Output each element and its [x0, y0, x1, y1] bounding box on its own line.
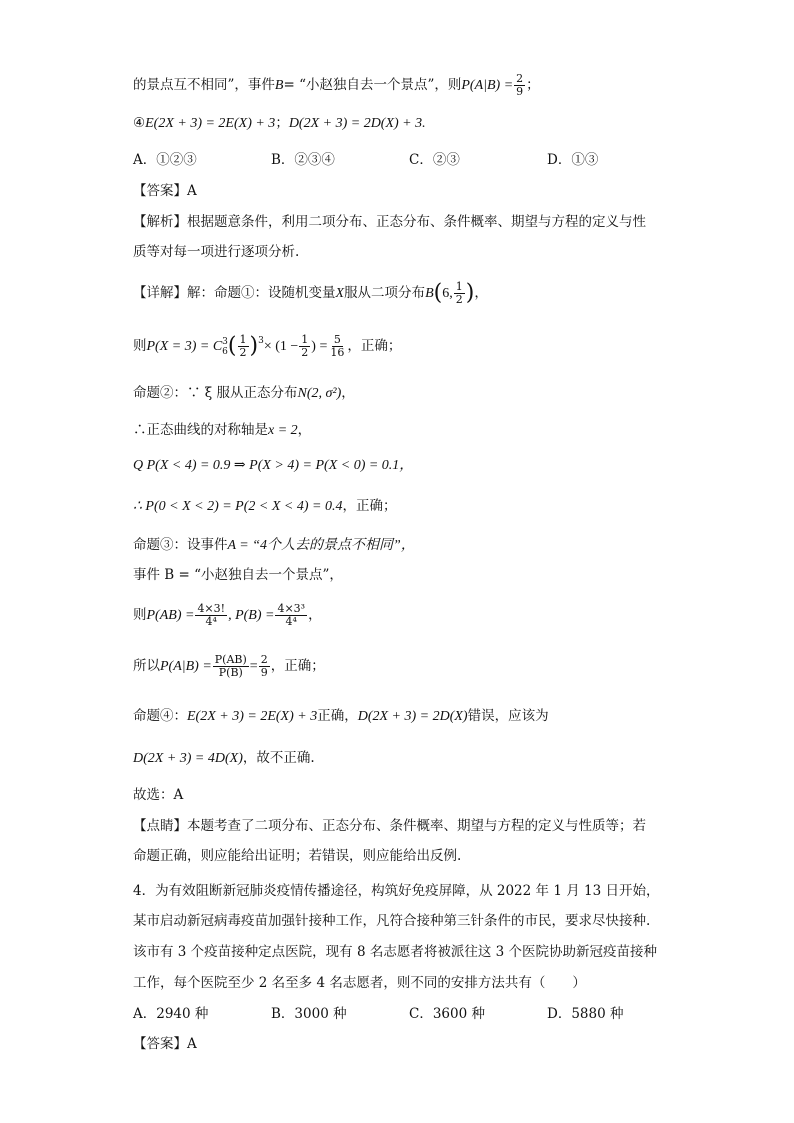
question-4-line-2: 某市启动新冠病毒疫苗加强针接种工作，凡符合接种第三针条件的市民，要求尽快接种. — [133, 913, 651, 929]
normal-probability-line: Q P(X < 4) = 0.9 ⇒ P(X > 4) = P(X < 0) = 0.1， — [133, 458, 414, 473]
options-row-1 — [133, 151, 685, 169]
line-statement-4: ④E(2X + 3) = 2E(X) + 3；D(2X + 3) = 2D(X) + 3. — [133, 115, 426, 131]
detail-line: 【详解】解：命题①：设随机变量X服从二项分布B(6, $\frac{1}{2}$ )， — [133, 280, 488, 306]
option-c: C．②③ — [409, 152, 460, 168]
option-d: D．①③ — [547, 152, 599, 168]
symmetry-axis-line: ∴正态曲线的对称轴是x = 2， — [133, 422, 312, 438]
analysis-line-1: 【解析】根据题意条件，利用二项分布、正态分布、条件概率、期望与方程的定义与性 — [133, 214, 646, 230]
correction-line: D(2X + 3) = 4D(X)，故不正确. — [133, 750, 315, 766]
option-c: C．3600 种 — [409, 1006, 485, 1022]
option-b: B．②③④ — [271, 152, 335, 168]
question-4-line-1: 4．为有效阻断新冠肺炎疫情传播途径，构筑好免疫屏障，从 2022 年 1 月 13 日开始， — [133, 883, 660, 899]
answer-label: 【答案】A — [133, 183, 197, 199]
probability-ab-line: 则P(AB) = $\frac{4\times 3!}{\text{4⁴}}$ , P(B) = $\frac{\text{4×3³}}{\text{4⁴}}$ ， — [133, 602, 322, 628]
proposition-2-line: 命题②：∵ ξ 服从正态分布N(2, σ²)， — [133, 385, 355, 401]
choose-line: 故选：A — [133, 787, 184, 803]
therefore-line: ∴ P(0 < X < 2) = P(2 < X < 4) = 0.4，正确； — [133, 498, 397, 514]
remark-line-2: 命题正确，则应能给出证明；若错误，则应能给出反例. — [133, 848, 462, 864]
remark-line-1: 【点睛】本题考查了二项分布、正态分布、条件概率、期望与方程的定义与性质等；若 — [133, 818, 646, 834]
answer-label-2: 【答案】A — [133, 1036, 197, 1052]
event-b-line: 事件 B = “小赵独自去一个景点”， — [133, 567, 343, 583]
option-d: D．5880 种 — [547, 1006, 624, 1022]
option-a: A．①②③ — [133, 152, 197, 168]
question-4-line-4: 工作，每个医院至少 2 名至多 4 名志愿者，则不同的安排方法共有（ ） — [133, 975, 586, 991]
proposition-4-line: 命题④：E(2X + 3) = 2E(X) + 3正确，D(2X + 3) = 2D(X)错误，应该为 — [133, 708, 549, 724]
binomial-probability-line: 则P(X = 3) = C 3 6 ( $\frac{1}{2}$ )$^3$× (1 − $\frac{1}{2}$ ) = $\frac{5}{16}$ ，正确； — [133, 333, 402, 359]
option-b: B．3000 种 — [271, 1006, 347, 1022]
option-a: A．2940 种 — [133, 1006, 209, 1022]
conditional-probability-line: 所以P(A|B) = $\frac{P(AB)}{P(B)}$ = $\frac{2}{9}$ ，正确； — [133, 653, 325, 679]
proposition-3-line: 命题③：设事件A = “4个人去的景点不相同”， — [133, 537, 415, 553]
line-event-b: 的景点互不相同”，事件B= “小赵独自去一个景点”，则P(A|B) = $\frac{2}{9}$ ； — [133, 72, 540, 98]
fraction: $\frac{2}{9}$ — [516, 72, 524, 98]
analysis-line-2: 质等对每一项进行逐项分析. — [133, 244, 300, 260]
question-4-line-3: 该市有 3 个疫苗接种定点医院，现有 8 名志愿者将被派往这 3 个医院协助新冠疫苗接种 — [133, 944, 658, 960]
options-row-2 — [133, 1005, 685, 1023]
